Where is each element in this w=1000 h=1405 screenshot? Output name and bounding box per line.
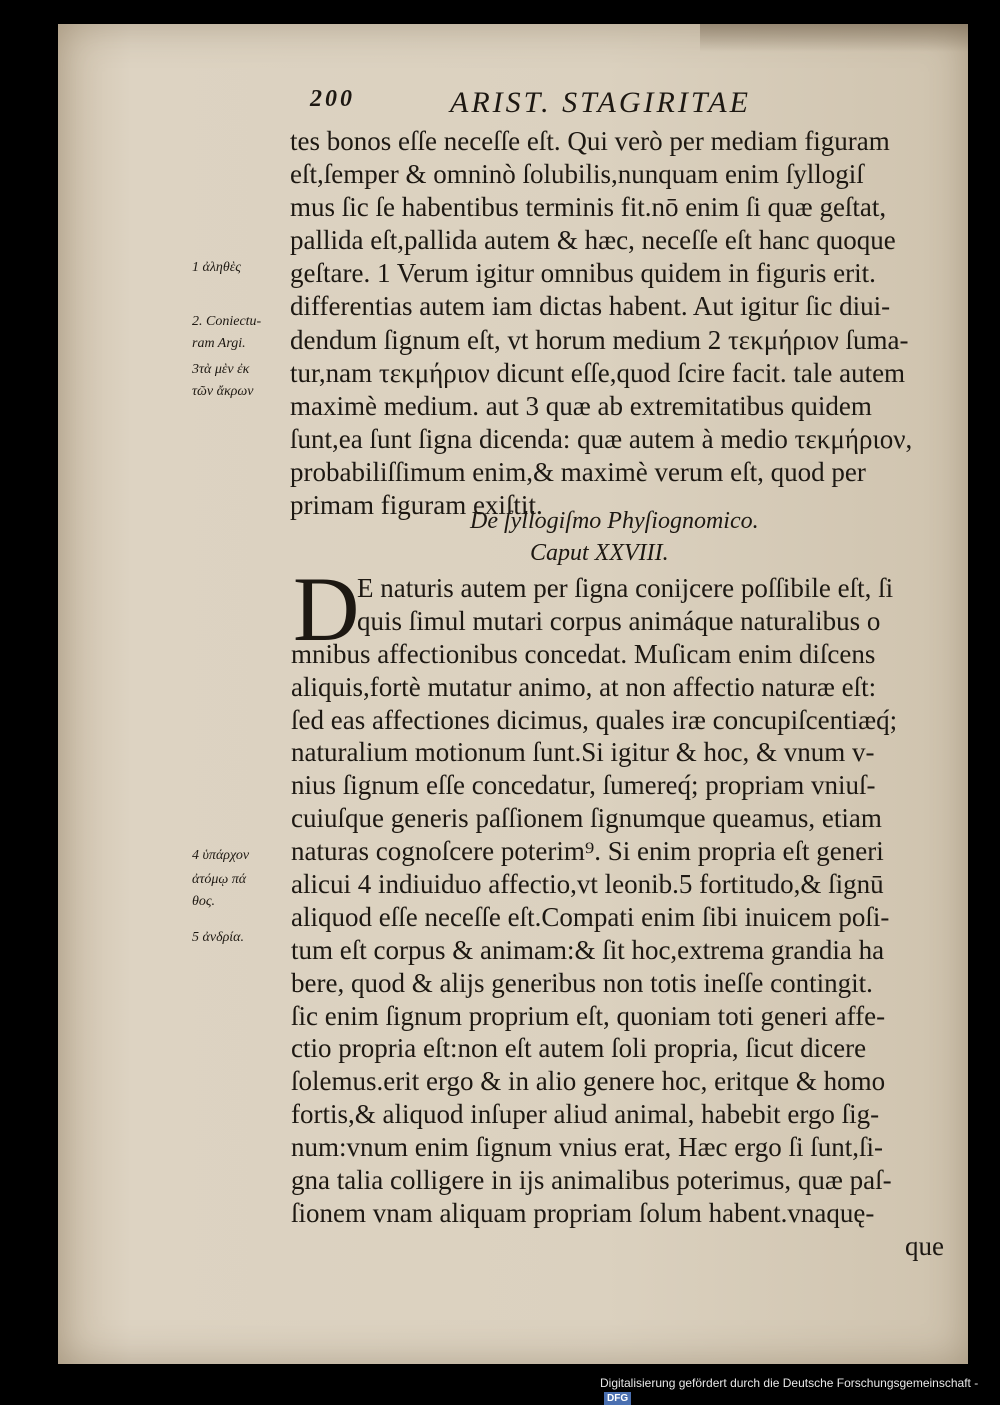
text-line: cuiuſque generis paſſionem ſignumque queamus, etiam (291, 803, 882, 834)
text-line: alicui 4 indiuiduo affectio,vt leonib.5 fortitudo,& ſignū (291, 869, 884, 900)
text-line: ſed eas affectiones dicimus, quales iræ concupiſcentiæq́; (291, 704, 898, 735)
text-line: bere, quod & alijs generibus non totis ineſſe contingit. (291, 967, 873, 998)
text-line: probabiliſſimum enim,& maximè verum eſt, quod per (290, 456, 866, 487)
text-line: tur,nam τεκμήριον dicunt eſſe,quod ſcire facit. tale autem (290, 357, 906, 388)
margin-note-4b: ἀτόμῳ πά (192, 872, 247, 887)
text-line: differentias autem iam dictas habent. Aut igitur ſic diui- (290, 291, 891, 322)
text-line: maximè medium. aut 3 quæ ab extremitatibus quidem (290, 390, 872, 421)
catchword: que (905, 1230, 944, 1261)
margin-note-2a: 2. Coniectu- (192, 314, 262, 329)
text-line: mus ſic ſe habentibus terminis fit.nō enim ſi quæ geſtat, (290, 192, 887, 223)
text-line: dendum ſignum eſt, vt horum medium 2 τεκμήριον ſuma- (290, 324, 909, 355)
text-line: ctio propria eſt:non eſt autem ſoli propria, ſicut dicere (291, 1033, 867, 1064)
page-number: 200 (310, 86, 355, 112)
text-line: aliquod eſſe neceſſe eſt.Compati enim ſibi inuicem poſi- (291, 901, 890, 932)
margin-note-3a: 3τὰ μὲν ἐκ (192, 362, 250, 377)
text-line: ſic enim ſignum proprium eſt, quoniam toti generi affe- (291, 1000, 886, 1031)
text-line: geſtare. 1 Verum igitur omnibus quidem in figuris erit. (290, 258, 876, 289)
running-header (310, 86, 960, 124)
paragraph-2 (291, 558, 956, 1263)
text-line: ſionem vnam aliquam propriam ſolum habent.vnaquę- (291, 1197, 875, 1228)
drop-cap: D (293, 558, 360, 660)
margin-note-1: 1 ἀληθὲς (192, 260, 241, 275)
margin-note-2b: ram Argi. (192, 336, 246, 351)
text-line: fortis,& aliquod inſuper aliud animal, habebit ergo ſig- (291, 1099, 880, 1130)
margin-note-4a: 4 ὑπάρχον (192, 848, 250, 863)
text-line: quis ſimul mutari corpus animáque naturalibus o (357, 605, 881, 636)
text-line: E naturis autem per ſigna conijcere poſſibile eſt, ſi (357, 573, 894, 603)
text-line: num:vnum enim ſignum vnius erat, Hæc ergo ſi ſunt,ſi- (291, 1132, 883, 1163)
margin-note-4c: θος. (192, 894, 216, 909)
digitization-footer (600, 1376, 1000, 1404)
text-line: tum eſt corpus & animam:& ſit hoc,extrema grandia ha (291, 934, 885, 965)
text-line: naturas cognoſcere poterim⁹. Si enim propria eſt generi (291, 836, 884, 867)
text-line: ſolemus.erit ergo & in alio genere hoc, eritque & homo (291, 1066, 886, 1097)
running-title: ARIST. STAGIRITAE (450, 86, 751, 119)
text-line: nius ſignum eſſe concedatur, ſumereq́; propriam vniuſ- (291, 770, 876, 801)
text-line: mnibus affectionibus concedat. Muſicam enim diſcens (291, 638, 876, 669)
text-line: primam figuram exiſtit. (290, 490, 543, 521)
footer-text: Digitalisierung gefördert durch die Deutsche Forschungsgemeinschaft - (600, 1376, 979, 1390)
text-line: gna talia colligere in ijs animalibus poterimus, quæ paſ- (291, 1165, 892, 1196)
text-line: eſt,ſemper & omninò ſolubilis,nunquam enim ſyllogiſ (290, 159, 864, 190)
dfg-logo: DFG (604, 1392, 631, 1405)
page-edge-shadow (700, 24, 968, 52)
chapter-number: Caput XXVIII. (530, 540, 669, 566)
text-line: ſunt,ea ſunt ſigna dicenda: quæ autem à medio τεκμήριον, (290, 423, 913, 454)
text-line: aliquis,fortè mutatur animo, at non affectio naturæ eſt: (291, 671, 877, 702)
text-line: naturalium motionum ſunt.Si igitur & hoc, & vnum v- (291, 737, 875, 768)
text-line: tes bonos eſſe neceſſe eſt. Qui verò per mediam figuram (290, 126, 890, 156)
chapter-title: De ſyllogiſmo Phyſiognomico. (470, 508, 759, 534)
margin-note-5: 5 ἀνδρία. (192, 930, 245, 945)
paragraph-1 (290, 125, 955, 522)
text-line: pallida eſt,pallida autem & hæc, neceſſe eſt hanc quoque (290, 225, 896, 256)
margin-note-3b: τῶν ἄκρων (192, 384, 254, 399)
